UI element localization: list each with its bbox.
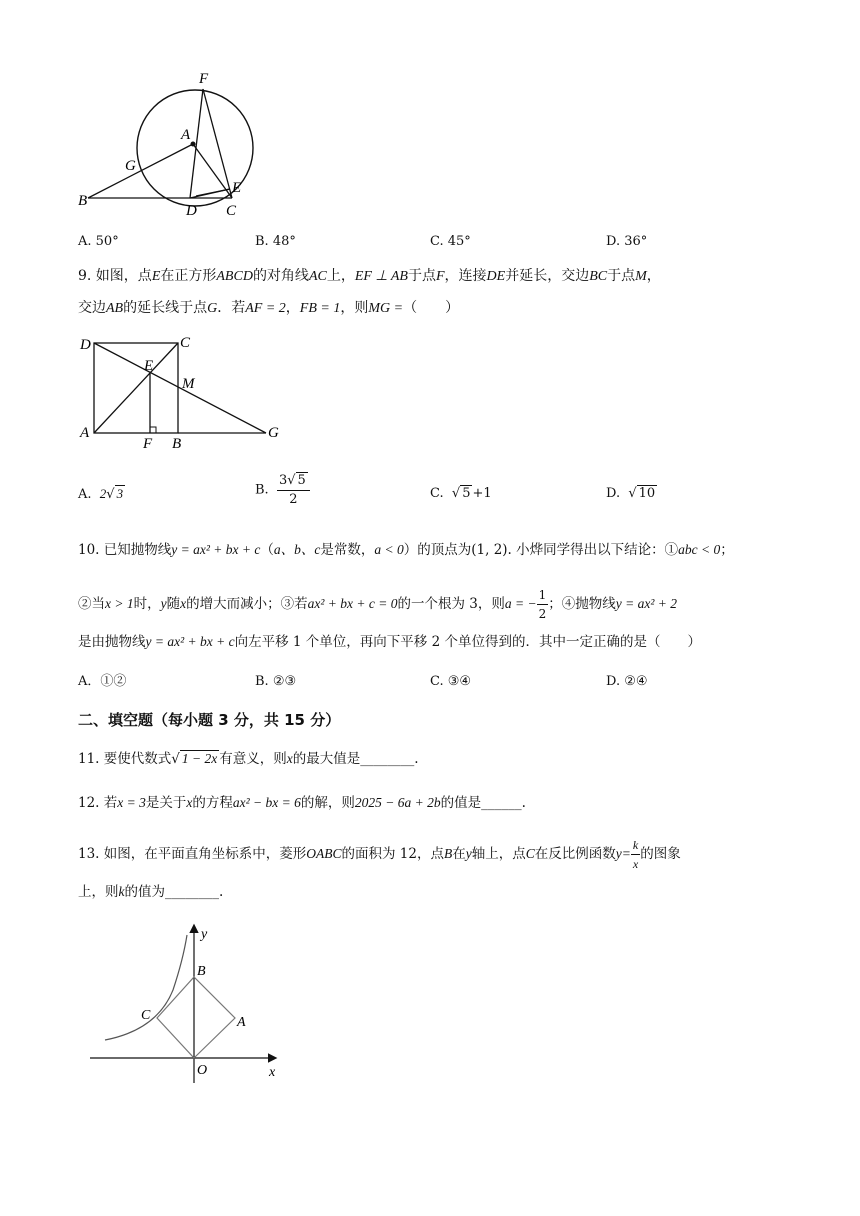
q11-line: 11. 要使代数式√ 1 − 2x 有意义，则x的最大值是________. bbox=[78, 751, 419, 767]
q8-label-f: F bbox=[199, 71, 209, 87]
section-2-heading: 二、填空题（每小题 3 分，共 15 分） bbox=[78, 711, 341, 729]
q13-hyperbola bbox=[105, 935, 187, 1040]
q9-diagonal-ac bbox=[94, 343, 178, 433]
q8-option-d[interactable]: D. 36° bbox=[606, 234, 648, 249]
q9-label-m: M bbox=[182, 376, 195, 392]
q10-option-c[interactable]: C. ③④ bbox=[430, 674, 472, 689]
q8-line-bf bbox=[88, 144, 193, 198]
q8-label-a: A bbox=[181, 127, 191, 143]
q9-label-b: B bbox=[172, 436, 182, 452]
q8-line-fc bbox=[203, 89, 232, 198]
q13-label-a: A bbox=[237, 1015, 246, 1030]
q9-option-d[interactable]: D. √ 10 bbox=[606, 486, 656, 501]
q8-center-dot bbox=[191, 142, 196, 147]
q9-label-c: C bbox=[180, 335, 191, 351]
q12-line: 12. 若x = 3是关于x的方程ax² − bx = 6的解，则2025 − 6a + 2b的值是______. bbox=[78, 795, 526, 811]
q9-label-f: F bbox=[143, 436, 153, 452]
q13-line-1: 13. 如图，在平面直角坐标系中，菱形OABC的面积为 12，点B在y轴上，点C在反比例函数y= $\frac{k}{x}$ 的图象 bbox=[78, 838, 681, 871]
q13-label-o: O bbox=[197, 1063, 208, 1078]
q9-figure bbox=[70, 330, 290, 455]
q9-option-a[interactable]: A. 2√ 3 bbox=[78, 486, 124, 502]
q13-label-y: y bbox=[201, 927, 208, 942]
q8-label-b: B bbox=[78, 193, 88, 209]
q10-line-1: 10. 已知抛物线y = ax² + bx + c（a、b、c是常数，a < 0）的顶点为(1, 2). 小烨同学得出以下结论：①abc < 0； bbox=[78, 542, 734, 558]
q9-line-2: 交边AB的延长线于点G．若AF = 2，FB = 1，则MG =（ ） bbox=[78, 300, 460, 316]
q10-line-3: 是由抛物线y = ax² + bx + c向左平移 1 个单位，再向下平移 2 个单位得到的．其中一定正确的是（ ） bbox=[78, 634, 701, 650]
q9-option-c[interactable]: C. √ 5 +1 bbox=[430, 486, 492, 501]
q8-line-de2 bbox=[196, 189, 230, 196]
q8-figure bbox=[70, 65, 270, 220]
q8-option-c[interactable]: C. 45° bbox=[430, 234, 471, 249]
q13-label-b: B bbox=[197, 964, 206, 979]
q8-label-g: G bbox=[125, 158, 136, 174]
q8-option-a[interactable]: A. 50° bbox=[78, 234, 119, 249]
q9-option-b[interactable]: B. $\frac{3√ 5}{2}$ bbox=[255, 472, 310, 509]
q8-option-b[interactable]: B. 48° bbox=[255, 234, 296, 249]
q8-label-d: D bbox=[186, 203, 197, 219]
q9-label-d: D bbox=[80, 337, 91, 353]
q10-line-2: ②当x > 1时，y随x的增大而减小；③若ax² + bx + c = 0的一个根为 3，则a = − $\frac{1}{2}$ ；④抛物线y = ax² + 2 bbox=[78, 588, 677, 621]
q8-label-e: E bbox=[232, 180, 242, 196]
q10-option-a[interactable]: A．①② bbox=[78, 674, 127, 689]
q13-label-x: x bbox=[269, 1065, 276, 1080]
q9-label-g: G bbox=[268, 425, 279, 441]
q13-figure bbox=[85, 920, 295, 1085]
q13-line-2: 上，则k的值为________. bbox=[78, 884, 224, 900]
q9-right-angle bbox=[150, 427, 156, 433]
q13-label-c: C bbox=[141, 1008, 151, 1023]
q9-line-dg bbox=[94, 343, 266, 433]
q10-option-d[interactable]: D. ②④ bbox=[606, 674, 648, 689]
q13-rhombus bbox=[157, 977, 235, 1058]
q8-label-c: C bbox=[226, 203, 237, 219]
q9-label-e: E bbox=[144, 358, 154, 374]
q9-line-1: 9. 如图，点E在正方形ABCD的对角线AC上，EF ⊥ AB于点F，连接DE并延长，交边BC于点M， bbox=[78, 268, 661, 284]
q10-option-b[interactable]: B. ②③ bbox=[255, 674, 297, 689]
q9-label-a: A bbox=[80, 425, 90, 441]
